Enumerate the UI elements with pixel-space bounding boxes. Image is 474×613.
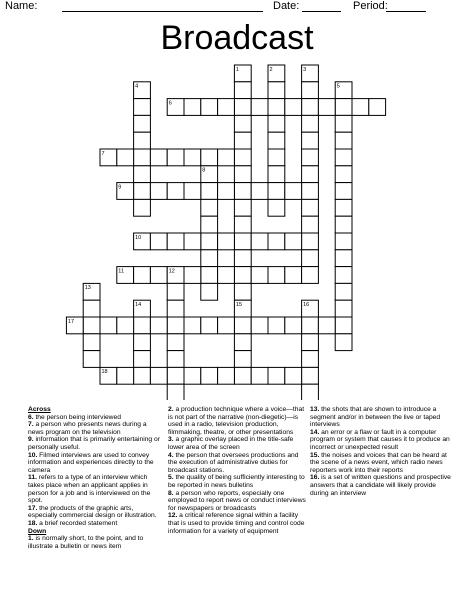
grid-cell[interactable] <box>83 334 100 351</box>
clue-across-6: 6. the person being interviewed <box>28 413 121 421</box>
clue-down-15: 15. the noises and voices that can be heard at the scene of a news event, which radio news reporters work into their reports <box>310 451 447 474</box>
grid-cell[interactable] <box>335 166 352 183</box>
grid-cell[interactable] <box>167 233 184 250</box>
grid-cell[interactable] <box>184 183 201 200</box>
across-heading: Across <box>28 406 51 413</box>
grid-cell[interactable] <box>134 166 151 183</box>
period-label: Period: <box>353 0 388 12</box>
grid-cell[interactable] <box>134 132 151 149</box>
clue-number-14: 14 <box>135 302 142 308</box>
grid-cell[interactable] <box>251 317 268 334</box>
grid-cell[interactable] <box>335 317 352 334</box>
name-label: Name: <box>5 0 38 12</box>
grid-cell[interactable] <box>167 351 184 368</box>
grid-cell[interactable] <box>218 183 235 200</box>
grid-cell[interactable] <box>268 317 285 334</box>
grid-cell[interactable] <box>285 233 302 250</box>
grid-cell[interactable] <box>268 99 285 116</box>
grid-cell[interactable] <box>335 99 352 116</box>
clues-column-1 <box>28 406 164 550</box>
grid-cell[interactable] <box>234 351 251 368</box>
grid-cell[interactable] <box>234 216 251 233</box>
grid-cell[interactable] <box>335 334 352 351</box>
grid-cell[interactable] <box>201 149 218 166</box>
grid-cell[interactable] <box>302 99 319 116</box>
grid-cell[interactable] <box>268 82 285 99</box>
grid-cell[interactable] <box>302 267 319 284</box>
grid-cell[interactable] <box>218 267 235 284</box>
clues-column-3 <box>310 406 452 497</box>
grid-cell[interactable] <box>117 149 134 166</box>
grid-cell[interactable] <box>167 317 184 334</box>
clue-down-4: 4. the person that oversees productions and the execution of administrative duties for broadcast stations. <box>168 451 299 474</box>
clue-number-1: 1 <box>235 66 239 73</box>
grid-cell[interactable] <box>167 149 184 166</box>
grid-cell[interactable] <box>150 317 167 334</box>
grid-cell[interactable] <box>318 317 335 334</box>
grid-cell[interactable] <box>201 250 218 267</box>
clue-number-10: 10 <box>135 234 142 241</box>
grid-cell[interactable] <box>167 384 184 400</box>
grid-cell[interactable] <box>251 183 268 200</box>
grid-cell[interactable] <box>134 334 151 351</box>
clue-number-7: 7 <box>101 150 105 157</box>
clue-number-8: 8 <box>202 167 206 174</box>
page-title: Broadcast <box>160 19 314 57</box>
grid-cell[interactable] <box>201 283 218 300</box>
grid-cell[interactable] <box>184 233 201 250</box>
grid-cell[interactable] <box>234 115 251 132</box>
clue-down-8: 8. a person who reports, especially one employed to report news or conduct interviews for newspapers or broadcasts <box>168 489 306 512</box>
grid-cell[interactable] <box>335 250 352 267</box>
clue-across-9: 9. information that is primarily entertaining or personally useful. <box>28 436 160 451</box>
grid-cell[interactable] <box>201 267 218 284</box>
grid-cell[interactable] <box>251 267 268 284</box>
clue-down-2: 2. a production technique where a voice—that is not part of the narrative (non-diegetic)—is used in a radio, television production, filmmaking, theatre, or other presentations <box>168 406 305 436</box>
grid-cell[interactable] <box>150 183 167 200</box>
grid-cell[interactable] <box>184 149 201 166</box>
clue-across-10: 10. Filmed interviews are used to convey information and experiences directly to the camera <box>28 451 154 474</box>
grid-cell[interactable] <box>150 233 167 250</box>
grid-cell[interactable] <box>134 99 151 116</box>
grid-cell[interactable] <box>352 99 369 116</box>
grid-cell[interactable] <box>234 233 251 250</box>
grid-cell[interactable] <box>218 99 235 116</box>
grid-cell[interactable] <box>234 99 251 116</box>
grid-cell[interactable] <box>234 82 251 99</box>
grid-cell[interactable] <box>335 216 352 233</box>
grid-cell[interactable] <box>234 183 251 200</box>
grid-cell[interactable] <box>234 267 251 284</box>
grid-cell[interactable] <box>150 267 167 284</box>
clue-number-5: 5 <box>336 83 340 90</box>
clue-across-17: 17. the products of the graphic arts, especially commercial design or illustration. <box>28 504 157 520</box>
grid-cell[interactable] <box>268 166 285 183</box>
clue-down-14: 14. an error or a flaw or fault in a computer program or system that causes it to produce an incorrect or unexpected result <box>310 428 450 451</box>
grid-cell[interactable] <box>167 283 184 300</box>
grid-cell[interactable] <box>335 115 352 132</box>
grid-cell[interactable] <box>268 183 285 200</box>
grid-cell[interactable] <box>134 183 151 200</box>
grid-cell[interactable] <box>302 351 319 368</box>
grid-cell[interactable] <box>251 99 268 116</box>
date-label: Date: <box>273 0 300 12</box>
grid-cell[interactable] <box>268 149 285 166</box>
grid-cell[interactable] <box>234 149 251 166</box>
clue-number-18: 18 <box>101 369 108 376</box>
grid-cell[interactable] <box>285 267 302 284</box>
grid-cell[interactable] <box>335 300 352 317</box>
grid-cell[interactable] <box>201 183 218 200</box>
grid-cell[interactable] <box>167 367 184 384</box>
grid-cell[interactable] <box>302 334 319 351</box>
grid-cell[interactable] <box>335 132 352 149</box>
grid-cell[interactable] <box>150 149 167 166</box>
grid-cell[interactable] <box>302 367 319 384</box>
grid-cell[interactable] <box>218 367 235 384</box>
clue-number-4: 4 <box>135 83 139 90</box>
grid-cell[interactable] <box>134 351 151 368</box>
grid-cell[interactable] <box>218 149 235 166</box>
grid-cell[interactable] <box>100 317 117 334</box>
grid-cell[interactable] <box>268 367 285 384</box>
grid-cell[interactable] <box>234 283 251 300</box>
grid-cell[interactable] <box>83 351 100 368</box>
grid-cell[interactable] <box>302 115 319 132</box>
grid-cell[interactable] <box>167 334 184 351</box>
grid-cell[interactable] <box>234 166 251 183</box>
clue-down-16: 16. is a set of written questions and prospective answers that a candidate will likely provide during an interview <box>310 474 451 497</box>
clue-down-5: 5. the quality of being sufficiently interesting to be reported in news bulletins <box>168 474 305 489</box>
clue-number-11: 11 <box>118 268 125 275</box>
grid-cell[interactable] <box>302 82 319 99</box>
clue-number-9: 9 <box>118 184 122 191</box>
clues-column-2 <box>168 406 306 535</box>
grid-cell[interactable] <box>335 283 352 300</box>
grid-cell[interactable] <box>201 367 218 384</box>
grid-cell[interactable] <box>150 367 167 384</box>
grid-cell[interactable] <box>302 233 319 250</box>
grid-cell[interactable] <box>302 166 319 183</box>
clue-across-7: 7. a person who presents news during a news program on the television <box>28 421 147 436</box>
grid-cell[interactable] <box>302 149 319 166</box>
grid-cell[interactable] <box>167 183 184 200</box>
grid-cell[interactable] <box>134 317 151 334</box>
grid-cell[interactable] <box>335 149 352 166</box>
clue-number-16: 16 <box>303 302 310 308</box>
clue-down-3: 3. a graphic overlay placed in the title-safe lower area of the screen <box>168 436 294 451</box>
grid-cell[interactable] <box>268 199 285 216</box>
grid-cell[interactable] <box>268 233 285 250</box>
clue-number-12: 12 <box>168 268 175 275</box>
clue-across-11: 11. refers to a type of an interview which takes place when an applicant applies in person for a job and is interviewed on the spot. <box>28 474 151 505</box>
grid-cell[interactable] <box>134 267 151 284</box>
down-heading: Down <box>28 527 47 535</box>
clue-number-17: 17 <box>67 318 75 325</box>
grid-cell[interactable] <box>285 99 302 116</box>
clue-number-2: 2 <box>269 66 273 73</box>
grid-cell[interactable] <box>201 317 218 334</box>
grid-cell[interactable] <box>234 199 251 216</box>
grid-cell[interactable] <box>302 199 319 216</box>
grid-cell[interactable] <box>335 183 352 200</box>
grid-cell[interactable] <box>234 317 251 334</box>
grid-cell[interactable] <box>302 132 319 149</box>
grid-cell[interactable] <box>117 367 134 384</box>
grid-cell[interactable] <box>285 317 302 334</box>
grid-cell[interactable] <box>234 334 251 351</box>
grid-cell[interactable] <box>318 99 335 116</box>
clue-number-6: 6 <box>168 100 172 107</box>
grid-cell[interactable] <box>117 317 134 334</box>
grid-cell[interactable] <box>134 115 151 132</box>
clue-number-13: 13 <box>84 285 91 292</box>
clue-down-1: 1. is normally short, to the point, and to illustrate a bulletin or news item <box>28 535 144 550</box>
grid-cell[interactable] <box>234 367 251 384</box>
grid-cell[interactable] <box>234 250 251 267</box>
grid-cell[interactable] <box>218 233 235 250</box>
grid-cell[interactable] <box>302 250 319 267</box>
clue-across-18: 18. a brief recorded statement <box>28 519 118 527</box>
grid-cell[interactable] <box>268 267 285 284</box>
grid-cell[interactable] <box>335 267 352 284</box>
clue-down-13: 13. the shots that are shown to introduce a segment and/or in between the live or taped interviews <box>310 406 441 429</box>
grid-cell[interactable] <box>251 233 268 250</box>
clue-down-12: 12. a critical reference signal within a facility that is used to provide timing and control code information for a variety of equipment <box>168 512 305 535</box>
grid-cell[interactable] <box>134 367 151 384</box>
grid-cell[interactable] <box>285 183 302 200</box>
grid-cell[interactable] <box>134 199 151 216</box>
grid-cell[interactable] <box>201 99 218 116</box>
grid-cell[interactable] <box>335 199 352 216</box>
grid-cell[interactable] <box>335 233 352 250</box>
grid-cell[interactable] <box>251 367 268 384</box>
grid-cell[interactable] <box>83 300 100 317</box>
grid-cell[interactable] <box>184 317 201 334</box>
grid-cell[interactable] <box>302 384 319 400</box>
grid-cell[interactable] <box>369 99 386 116</box>
grid-cell[interactable] <box>302 216 319 233</box>
clue-number-3: 3 <box>303 66 307 73</box>
grid-cell[interactable] <box>184 367 201 384</box>
grid-cell[interactable] <box>302 317 319 334</box>
grid-cell[interactable] <box>302 183 319 200</box>
grid-cell[interactable] <box>218 317 235 334</box>
grid-cell[interactable] <box>234 132 251 149</box>
grid-cell[interactable] <box>268 115 285 132</box>
clue-number-15: 15 <box>235 302 243 308</box>
grid-cell[interactable] <box>268 132 285 149</box>
grid-cell[interactable] <box>201 199 218 216</box>
grid-cell[interactable] <box>83 317 100 334</box>
grid-cell[interactable] <box>285 367 302 384</box>
grid-cell[interactable] <box>167 300 184 317</box>
grid-cell[interactable] <box>201 233 218 250</box>
grid-cell[interactable] <box>134 149 151 166</box>
grid-cell[interactable] <box>184 99 201 116</box>
grid-cell[interactable] <box>201 216 218 233</box>
grid-cell[interactable] <box>184 267 201 284</box>
